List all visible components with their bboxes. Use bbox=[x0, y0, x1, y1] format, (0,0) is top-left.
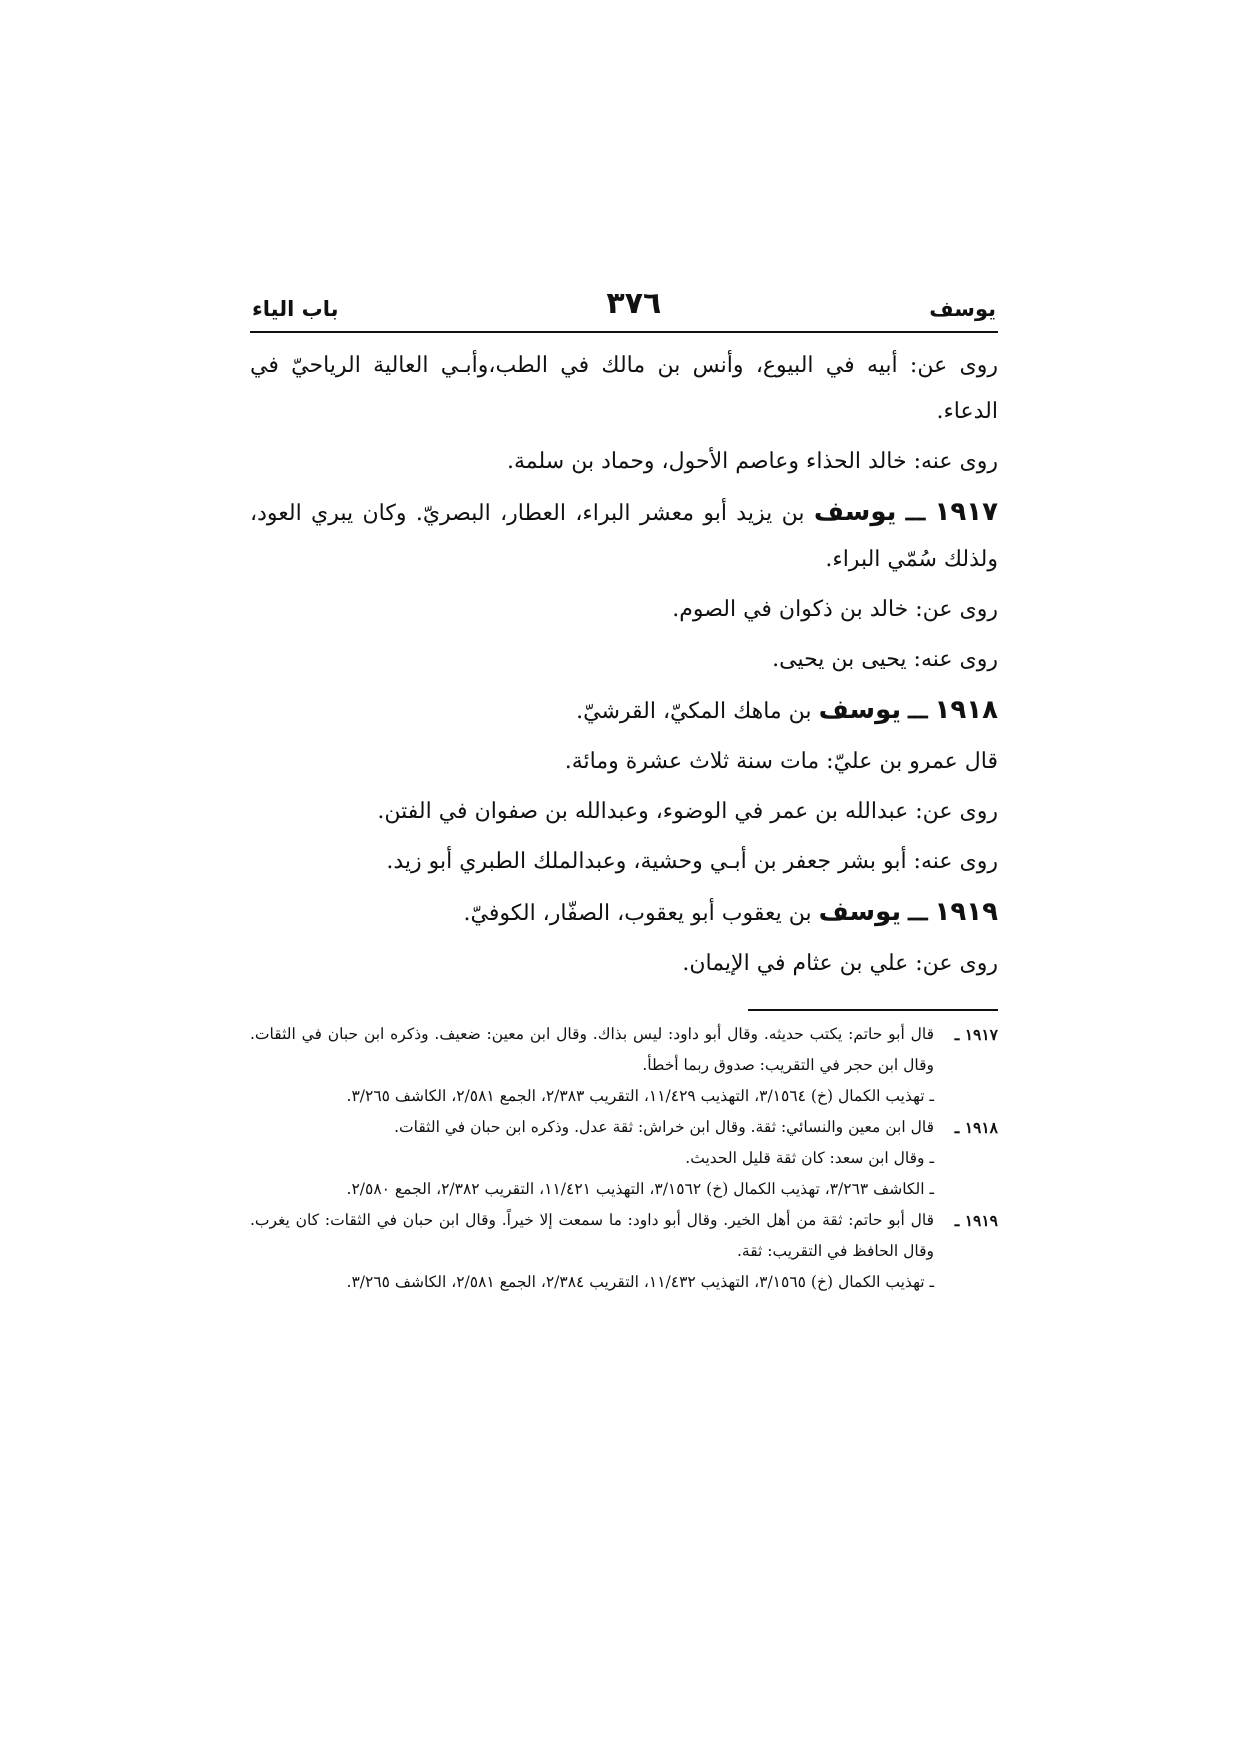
footnote-line: ـ الكاشف ٣/٢٦٣، تهذيب الكمال (خ) ٣/١٥٦٢، التهذيب ١١/٤٢١، التقريب ٢/٣٨٢، الجمع ٢/٥٨٠. bbox=[346, 1180, 934, 1198]
footnote-number: ١٩١٨ ـ bbox=[954, 1118, 998, 1137]
entry-1917-narrated-by: روى عنه: يحيى بن يحيى. bbox=[772, 647, 998, 672]
entry-number: ١٩١٨ bbox=[934, 695, 998, 725]
entry-1917-narrated-from: روى عن: خالد بن ذكوان في الصوم. bbox=[672, 597, 998, 622]
entry-1918-narrated-by: روى عنه: أبو بشر جعفر بن أبـي وحشية، وعبدالملك الطبري أبو زيد. bbox=[386, 849, 998, 874]
footnotes bbox=[250, 1019, 998, 1298]
footnote-line: ـ وقال ابن سعد: كان ثقة قليل الحديث. bbox=[685, 1149, 934, 1167]
entry-1917-heading bbox=[250, 489, 998, 583]
footnote-line: ـ تهذيب الكمال (خ) ٣/١٥٦٤، التهذيب ١١/٤٢٩، التقريب ٢/٣٨٣، الجمع ٢/٥٨١، الكاشف ٣/٢٦٥. bbox=[346, 1087, 934, 1105]
entry-name: يوسف bbox=[818, 695, 902, 725]
continued-narrators-from: روى عن: أبيه في البيوع، وأنس بن مالك في الطب،وأبـي العالية الرياحيّ في الدعاء. bbox=[250, 353, 998, 424]
footnote-line: ـ تهذيب الكمال (خ) ٣/١٥٦٥، التهذيب ١١/٤٣٢، التقريب ٢/٣٨٤، الجمع ٢/٥٨١، الكاشف ٣/٢٦٥. bbox=[346, 1273, 934, 1291]
continued-narrators-to: روى عنه: خالد الحذاء وعاصم الأحول، وحماد بن سلمة. bbox=[507, 449, 998, 474]
footnote-1918 bbox=[250, 1112, 998, 1205]
footnote-line: قال أبو حاتم: يكتب حديثه. وقال أبو داود: ليس بذاك. وقال ابن معين: ضعيف. وذكره ابن حبان في الثقات. وقال ابن حجر في التقريب: صدوق ربما أخطأ. bbox=[250, 1025, 934, 1074]
entry-text: بن ماهك المكيّ، القرشيّ. bbox=[576, 699, 812, 724]
book-page bbox=[250, 286, 998, 1298]
footnote-number: ١٩١٧ ـ bbox=[954, 1025, 998, 1044]
footnote-1917 bbox=[250, 1019, 998, 1112]
header-right-title: يوسف bbox=[929, 297, 996, 321]
footnote-1919 bbox=[250, 1205, 998, 1298]
entry-number: ١٩١٧ bbox=[934, 497, 998, 527]
entry-1919-narrated-from: روى عن: علي بن عثام في الإيمان. bbox=[682, 951, 998, 976]
footnote-line: قال ابن معين والنسائي: ثقة. وقال ابن خراش: ثقة عدل. وذكره ابن حبان في الثقات. bbox=[394, 1118, 934, 1136]
running-header bbox=[250, 286, 998, 333]
entry-dash: ـــ bbox=[908, 900, 928, 926]
entry-text: بن يعقوب أبو يعقوب، الصفّار، الكوفيّ. bbox=[463, 901, 812, 926]
footnote-number: ١٩١٩ ـ bbox=[954, 1211, 998, 1230]
footnote-divider bbox=[748, 1009, 998, 1011]
page-number: ٣٧٦ bbox=[606, 286, 662, 321]
entry-name: يوسف bbox=[818, 897, 902, 927]
footnote-line: قال أبو حاتم: ثقة من أهل الخير. وقال أبو داود: ما سمعت إلا خيراً. وقال ابن حبان في الثقات: كان يغرب. وقال الحافظ في التقريب: ثقة. bbox=[250, 1211, 934, 1260]
header-left-title: باب الياء bbox=[252, 297, 339, 321]
entry-1918-heading bbox=[250, 687, 998, 735]
entry-name: يوسف bbox=[813, 497, 897, 527]
entry-dash: ـــ bbox=[905, 500, 926, 526]
entry-1919-heading bbox=[250, 889, 998, 937]
entry-dash: ـــ bbox=[908, 698, 928, 724]
main-text bbox=[250, 343, 998, 987]
entry-1918-narrated-from: روى عن: عبدالله بن عمر في الوضوء، وعبدالله بن صفوان في الفتن. bbox=[377, 799, 998, 824]
entry-1918-quote: قال عمرو بن عليّ: مات سنة ثلاث عشرة ومائة. bbox=[564, 749, 998, 774]
entry-number: ١٩١٩ bbox=[934, 897, 998, 927]
entry-text: بن يزيد أبو معشر البراء، العطار، البصريّ. وكان يبري العود، ولذلك سُمّي البراء. bbox=[250, 501, 998, 572]
